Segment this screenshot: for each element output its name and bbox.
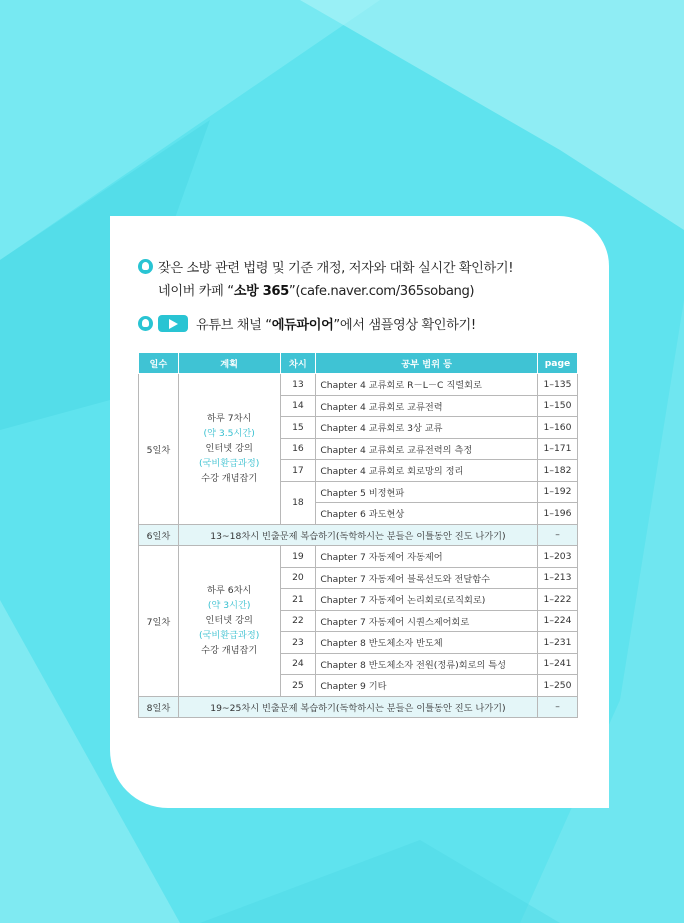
table-header-row — [139, 353, 578, 374]
day-label: 5일차 — [139, 374, 179, 525]
review-row — [139, 524, 578, 546]
page-ref: 1–192 — [538, 481, 578, 503]
cafe-name: 소방 365 — [233, 284, 289, 299]
session-number: 14 — [280, 395, 316, 417]
lightbulb-icon — [138, 316, 153, 331]
header-range: 공부 범위 등 — [316, 353, 538, 374]
study-range: Chapter 4 교류회로 R－L－C 직렬회로 — [316, 374, 538, 396]
page-ref: 1–241 — [538, 653, 578, 675]
header-page: page — [538, 353, 578, 374]
page-ref: 1–171 — [538, 438, 578, 460]
header-session: 차시 — [280, 353, 316, 374]
page-ref: – — [538, 696, 578, 718]
study-range: Chapter 8 반도체소자 반도체 — [316, 632, 538, 654]
page-ref: 1–250 — [538, 675, 578, 697]
study-range: Chapter 4 교류회로 교류전력의 측정 — [316, 438, 538, 460]
day-label: 8일차 — [139, 696, 179, 718]
study-range: Chapter 5 비정현파 — [316, 481, 538, 503]
study-plan-table — [138, 352, 578, 718]
page-ref: 1–213 — [538, 567, 578, 589]
day-label: 7일차 — [139, 546, 179, 697]
session-number: 18 — [280, 481, 316, 524]
session-number: 21 — [280, 589, 316, 611]
study-range: Chapter 8 반도체소자 전원(정류)회로의 특성 — [316, 653, 538, 675]
study-range: Chapter 4 교류회로 3상 교류 — [316, 417, 538, 439]
review-row — [139, 696, 578, 718]
page-ref: 1–224 — [538, 610, 578, 632]
session-number: 13 — [280, 374, 316, 396]
lightbulb-icon — [138, 259, 153, 274]
study-range: Chapter 4 교류회로 교류전력 — [316, 395, 538, 417]
page-ref: – — [538, 524, 578, 546]
page-ref: 1–135 — [538, 374, 578, 396]
page-ref: 1–196 — [538, 503, 578, 525]
header-plan: 계획 — [178, 353, 280, 374]
session-number: 19 — [280, 546, 316, 568]
session-number: 24 — [280, 653, 316, 675]
session-number: 25 — [280, 675, 316, 697]
page-ref: 1–222 — [538, 589, 578, 611]
study-range: Chapter 7 자동제어 자동제어 — [316, 546, 538, 568]
youtube-play-icon[interactable] — [158, 315, 188, 332]
session-number: 16 — [280, 438, 316, 460]
page-ref: 1–203 — [538, 546, 578, 568]
session-number: 23 — [280, 632, 316, 654]
page-ref: 1–182 — [538, 460, 578, 482]
session-number: 17 — [280, 460, 316, 482]
header-day: 일수 — [139, 353, 179, 374]
study-range: Chapter 9 기타 — [316, 675, 538, 697]
notice-line-1: 잦은 소방 관련 법령 및 기준 개정, 저자와 대화 실시간 확인하기! — [158, 261, 514, 276]
table-row — [139, 546, 578, 568]
study-range: Chapter 7 자동제어 시퀀스제어회로 — [316, 610, 538, 632]
session-number: 15 — [280, 417, 316, 439]
plan-cell: 하루 7차시 (약 3.5시간) 인터넷 강의 (국비환급과정) 수강 개념잡기 — [178, 374, 280, 525]
review-text: 19~25차시 빈출문제 복습하기(독학하시는 분들은 이틀동안 진도 나가기) — [178, 696, 537, 718]
study-range: Chapter 7 자동제어 블록선도와 전달함수 — [316, 567, 538, 589]
page-ref: 1–160 — [538, 417, 578, 439]
notice-line-3[interactable]: 유튜브 채널 “에듀파이어”에서 샘플영상 확인하기! — [196, 318, 476, 333]
study-range: Chapter 4 교류회로 회로망의 정리 — [316, 460, 538, 482]
page-ref: 1–150 — [538, 395, 578, 417]
page-ref: 1–231 — [538, 632, 578, 654]
table-row — [139, 374, 578, 396]
study-range: Chapter 7 자동제어 논리회로(로직회로) — [316, 589, 538, 611]
notice-line-2[interactable]: 네이버 카페 “소방 365”(cafe.naver.com/365sobang) — [158, 284, 475, 299]
channel-name: 에듀파이어 — [271, 318, 334, 333]
review-text: 13~18차시 빈출문제 복습하기(독학하시는 분들은 이틀동안 진도 나가기) — [178, 524, 537, 546]
plan-cell: 하루 6차시 (약 3시간) 인터넷 강의 (국비환급과정) 수강 개념잡기 — [178, 546, 280, 697]
session-number: 22 — [280, 610, 316, 632]
session-number: 20 — [280, 567, 316, 589]
day-label: 6일차 — [139, 524, 179, 546]
study-range: Chapter 6 과도현상 — [316, 503, 538, 525]
